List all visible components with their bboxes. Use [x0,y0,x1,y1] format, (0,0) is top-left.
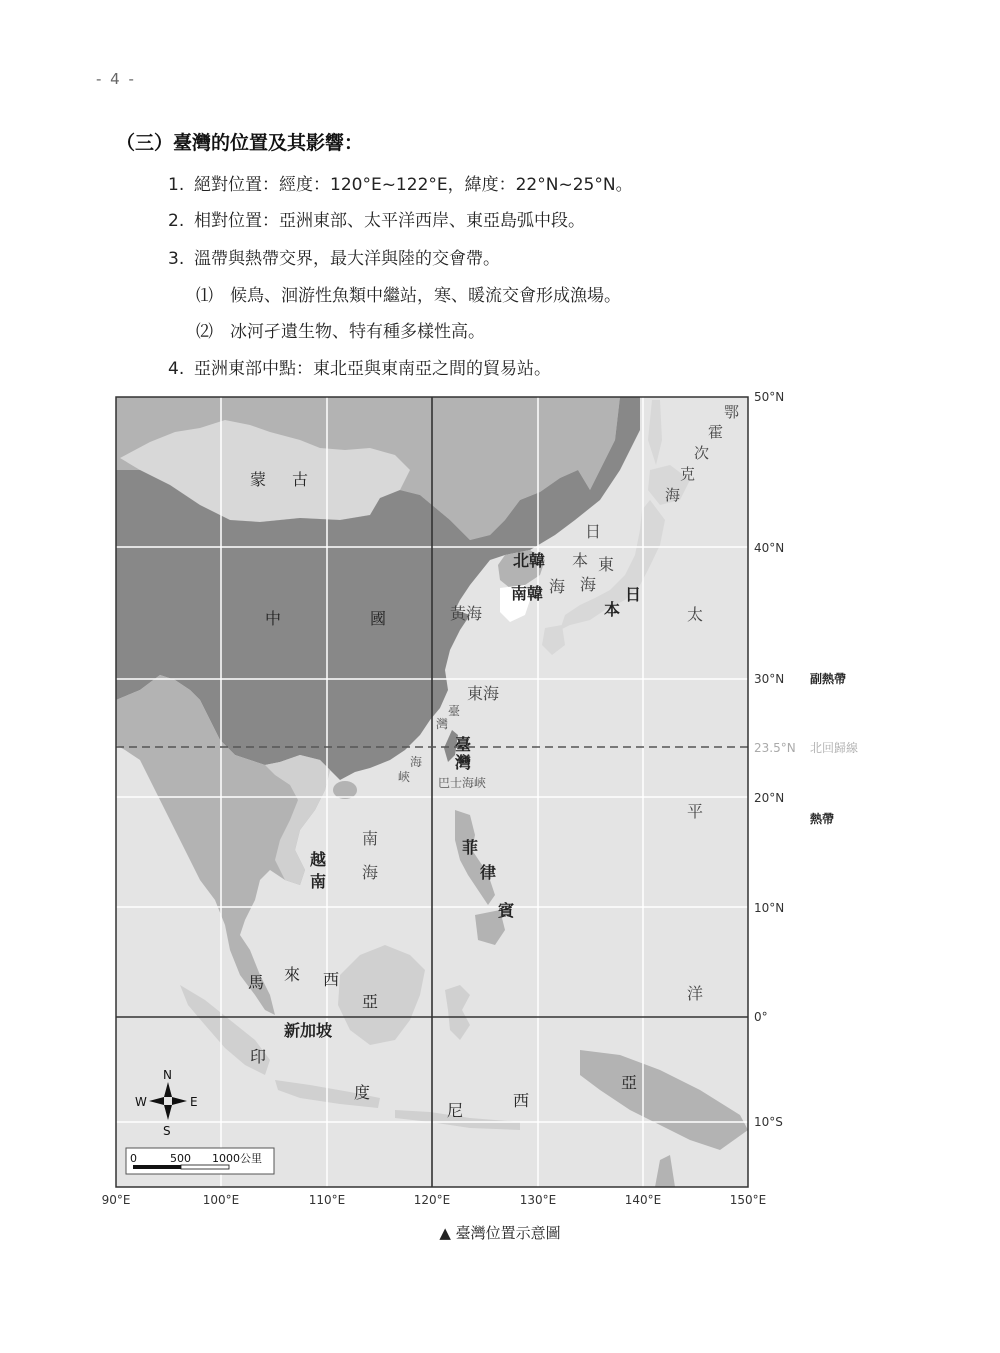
scale-bar [126,1148,274,1174]
lat-label: 50°N [754,390,785,404]
list-item [168,170,633,195]
lon-label: 100°E [202,1193,240,1207]
compass-label-e: E [190,1095,198,1109]
label-indonesia: 尼 [447,1101,464,1120]
label-sea-of-japan: 東 [598,555,615,574]
item-text: 冰河孑遺生物、特有種多樣性高。 [230,322,485,342]
label-china: 國 [370,609,387,628]
lon-label: 130°E [519,1193,557,1207]
list-sub-item [196,317,485,342]
item-number: 4. [168,359,185,379]
zone-label-subtropical: 副熱帶 [810,672,847,686]
lon-label: 140°E [624,1193,662,1207]
item-text: 亞洲東部中點：東北亞與東南亞之間的貿易站。 [194,359,551,379]
label-singapore: 新加坡 [284,1021,333,1040]
scale-bar-empty [181,1165,229,1169]
label-south-korea: 南韓 [511,584,544,603]
label-china: 中 [265,609,282,628]
label-south-china-sea: 南 [362,829,379,848]
label-indonesia: 度 [354,1083,371,1102]
label-pacific: 平 [687,802,704,821]
label-taiwan-strait: 海 [410,755,423,769]
label-philippines: 賓 [498,901,515,920]
lon-label: 110°E [308,1193,346,1207]
lon-label: 150°E [729,1193,767,1207]
lon-label: 90°E [101,1193,131,1207]
item-number: 1. [168,175,185,195]
label-vietnam: 越 [310,850,327,869]
label-okhotsk: 海 [665,486,681,504]
label-pacific: 洋 [687,984,704,1003]
scale-label-mid: 500 [170,1152,191,1165]
label-taiwan: 灣 [455,753,472,772]
label-malaysia: 亞 [362,992,379,1011]
compass-label-s: S [163,1124,171,1138]
label-malaysia: 馬 [248,973,265,992]
compass-label-n: N [163,1068,172,1082]
item-text: 絕對位置：經度：120°E~122°E，緯度：22°N~25°N。 [194,175,633,195]
label-taiwan: 臺 [455,735,472,754]
label-okhotsk: 克 [680,465,696,483]
lat-label: 23.5°N [754,741,796,755]
item-number: ⑴ [196,286,213,306]
label-indonesia: 西 [513,1091,530,1110]
lat-label: 40°N [754,541,785,555]
label-philippines: 菲 [462,838,479,857]
section-heading: （三）臺灣的位置及其影響： [116,132,364,154]
map-caption: ▲ 臺灣位置示意圖 [439,1224,561,1242]
item-text: 候鳥、洄游性魚類中繼站，寒、暖流交會形成漁場。 [230,286,621,306]
item-number: 2. [168,211,185,231]
label-sea-of-japan: 海 [580,575,597,594]
lat-label: 20°N [754,791,785,805]
lat-label: 30°N [754,672,785,686]
label-mongolia: 蒙 [250,470,267,489]
label-okhotsk: 次 [694,444,710,462]
label-vietnam: 南 [310,872,327,891]
label-pacific: 太 [687,605,704,624]
lat-label: 10°N [754,901,785,915]
lat-label: 10°S [754,1115,783,1129]
label-okhotsk: 霍 [708,423,724,441]
label-north-korea: 北韓 [513,551,546,570]
label-malaysia: 西 [323,970,340,989]
label-philippines: 律 [480,863,497,882]
label-okhotsk: 鄂 [724,403,740,421]
compass-label-w: W [135,1095,147,1109]
label-sea-of-japan: 日 [585,522,602,541]
label-south-china-sea: 海 [362,863,379,882]
item-number: ⑵ [196,322,213,342]
label-sea-of-japan: 本 [572,551,589,570]
zone-label-tropic-of-cancer: 北回歸線 [810,741,859,755]
label-east-china-sea: 東海 [467,684,500,703]
label-malaysia: 來 [284,965,301,984]
scale-label-end: 1000公里 [212,1152,262,1165]
lon-label: 120°E [413,1193,451,1207]
label-taiwan-strait: 灣 [436,717,449,731]
list-sub-item [196,281,621,306]
label-japan: 日 [625,585,642,604]
list-item [168,354,551,379]
item-text: 相對位置：亞洲東部、太平洋西岸、東亞島弧中段。 [194,211,585,231]
label-indonesia: 亞 [621,1073,638,1092]
label-japan: 本 [604,600,621,619]
page-number: - 4 - [96,70,136,88]
scale-bar-filled [133,1165,181,1169]
item-number: 3. [168,249,185,269]
label-taiwan-strait: 峽 [398,770,411,784]
label-mongolia: 古 [292,470,309,489]
label-bashi-channel: 巴士海峽 [438,776,487,790]
label-yellow-sea: 黃海 [450,604,483,623]
scale-label-zero: 0 [130,1152,137,1165]
lat-label: 0° [754,1010,768,1024]
label-sea-of-japan: 海 [549,577,566,596]
item-text: 溫帶與熱帶交界，最大洋與陸的交會帶。 [194,249,500,269]
list-item [168,244,500,269]
taiwan-location-map [0,380,1000,1220]
list-item [168,206,585,231]
label-indonesia: 印 [250,1047,267,1066]
zone-label-tropical: 熱帶 [810,812,835,826]
label-taiwan-strait: 臺 [448,704,461,718]
